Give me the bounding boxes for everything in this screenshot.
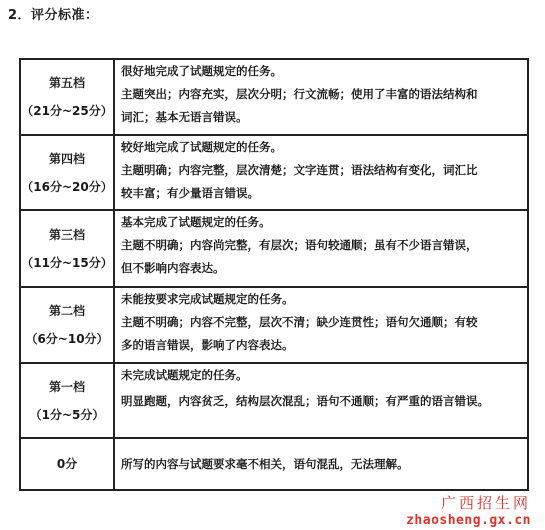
rubric-row-level-4 xyxy=(20,135,528,210)
description-line: 主题突出；内容充实，层次分明；行文流畅；使用了丰富的语法结构和 xyxy=(121,87,478,101)
description-line: 明显跑题，内容贫乏，结构层次混乱；语句不通顺；有严重的语言错误。 xyxy=(121,394,489,408)
level-cell xyxy=(20,210,114,287)
description-line: 但不影响内容表达。 xyxy=(121,261,225,275)
description-line: 未能按要求完成试题规定的任务。 xyxy=(121,292,294,306)
rubric-row-level-0 xyxy=(20,438,528,490)
description-line: 未完成试题规定的任务。 xyxy=(121,368,248,382)
rubric-row-level-1 xyxy=(20,363,528,438)
level-description xyxy=(114,438,528,490)
level-name: 第五档 xyxy=(48,76,85,90)
score-range: （11分~15分） xyxy=(21,255,113,270)
description-line: 很好地完成了试题规定的任务。 xyxy=(121,64,282,78)
description-line: 主题明确；内容完整，层次清楚；文字连贯；语法结构有变化，词汇比 xyxy=(121,163,478,177)
watermark-url: zhaosheng.gx.cn xyxy=(406,513,531,528)
level-cell xyxy=(20,363,114,438)
section-heading: 2．评分标准： xyxy=(8,8,99,23)
description-line: 主题不明确；内容不完整，层次不清；缺少连贯性；语句欠通顺；有较 xyxy=(121,315,478,329)
level-name: 第二档 xyxy=(48,304,85,318)
site-watermark xyxy=(406,492,531,528)
level-cell xyxy=(20,438,114,490)
score-range: （21分~25分） xyxy=(21,104,113,118)
description-line: 主题不明确；内容尚完整，有层次；语句较通顺；虽有不少语言错误， xyxy=(121,238,478,252)
watermark-site-name: 广西招生网 xyxy=(440,494,531,512)
level-name: 第一档 xyxy=(48,379,85,394)
scoring-rubric-table xyxy=(19,58,529,491)
description-line: 基本完成了试题规定的任务。 xyxy=(121,215,271,229)
description-line: 词汇；基本无语言错误。 xyxy=(121,110,248,124)
rubric-row-level-3 xyxy=(20,210,528,287)
level-name: 第四档 xyxy=(48,151,85,166)
level-description xyxy=(114,210,528,287)
description-line: 多的语言错误，影响了内容表达。 xyxy=(121,338,294,352)
description-line: 较好地完成了试题规定的任务。 xyxy=(121,140,282,154)
score-range: （16分~20分） xyxy=(21,179,113,194)
level-name: 0分 xyxy=(56,457,78,471)
score-range: （6分~10分） xyxy=(25,332,109,346)
level-description xyxy=(114,59,528,135)
level-cell xyxy=(20,287,114,363)
level-description xyxy=(114,135,528,210)
level-description xyxy=(114,287,528,363)
description-line: 所写的内容与试题要求毫不相关，语句混乱，无法理解。 xyxy=(121,456,409,471)
level-description xyxy=(114,363,528,438)
score-range: （1分~5分） xyxy=(29,407,105,422)
level-cell xyxy=(20,135,114,210)
rubric-row-level-2 xyxy=(20,287,528,363)
rubric-row-level-5 xyxy=(20,59,528,135)
description-line: 较丰富；有少量语言错误。 xyxy=(121,186,259,200)
level-name: 第三档 xyxy=(48,227,85,242)
level-cell xyxy=(20,59,114,135)
